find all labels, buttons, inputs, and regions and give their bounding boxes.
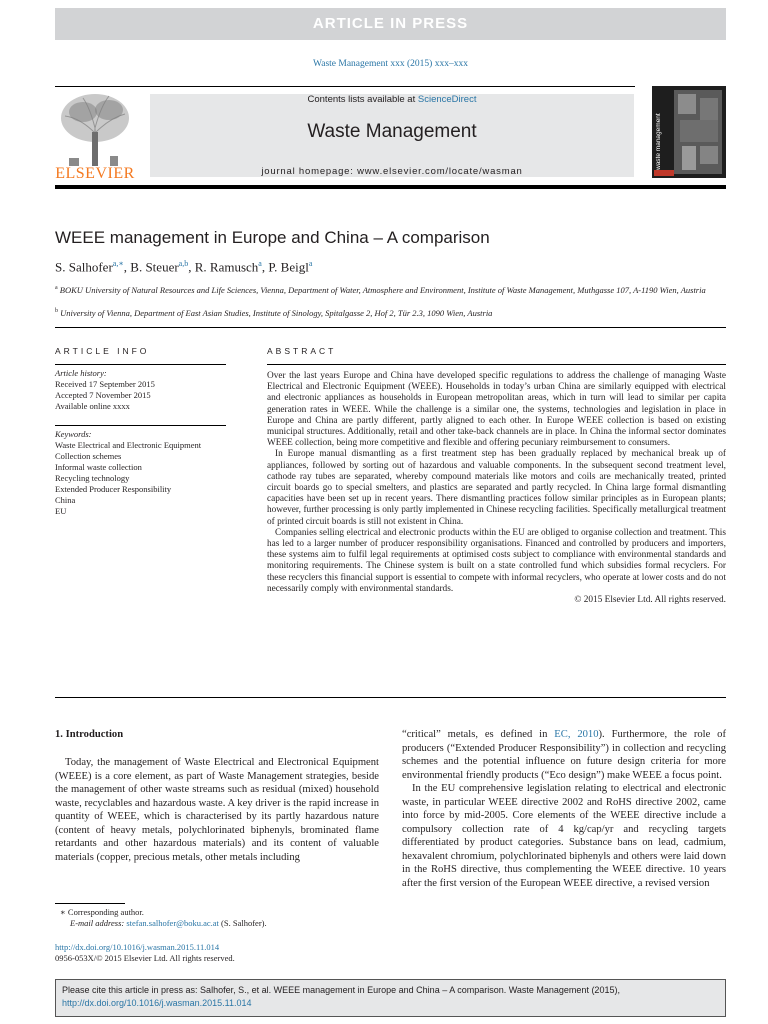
abstract-text: [267, 371, 726, 606]
body-paragraph: In the EU comprehensive legislation relating to electrical and electronic waste, in particular WEEE directive 2002 and RoHS directive 2002, came into force by mid-2005. Core elements of the WEEE directive include a compulsory collection rate of 4 kg/cap/yr and recycling targets differentiated by product categories. Substance bans on lead, cadmium, hexavalent chromium, polychlorinated biphenyls and others were laid down in the RoHS directive, thus complementing the WEEE directive. 10 years after the first version of the European WEEE directive, a revised version: [402, 783, 726, 889]
history-label: Article history:: [55, 368, 107, 378]
cite-text: Please cite this article in press as: Salhofer, S., et al. WEEE management in Europe and China – A comparison. Waste Management (2015),: [62, 985, 620, 995]
tree-icon: [55, 88, 135, 168]
body-right-column: [402, 728, 726, 890]
author-separator: ,: [123, 259, 131, 275]
abstract-copyright: © 2015 Elsevier Ltd. All rights reserved.: [574, 595, 726, 606]
affiliation-mark: a: [55, 285, 58, 291]
keyword: Collection schemes: [55, 451, 122, 461]
history-accepted: Accepted 7 November 2015: [55, 390, 151, 400]
email-label: E-mail address:: [70, 918, 125, 928]
elsevier-wordmark: ELSEVIER: [55, 165, 135, 182]
author-separator: ,: [188, 259, 195, 275]
author-name: S. Salhofer: [55, 259, 113, 275]
cover-art-icon: [652, 86, 726, 178]
keyword: Informal waste collection: [55, 462, 142, 472]
doi-link[interactable]: http://dx.doi.org/10.1016/j.wasman.2015.11.014: [55, 942, 220, 952]
contents-line: [150, 94, 634, 105]
cover-title: waste management: [655, 113, 662, 170]
keywords-label: Keywords:: [55, 429, 92, 439]
author-affiliation-mark[interactable]: a,b: [178, 259, 189, 268]
article-title: WEEE management in Europe and China – A comparison: [55, 228, 490, 247]
journal-citation-link[interactable]: Waste Management xxx (2015) xxx–xxx: [313, 59, 468, 69]
history-received: Received 17 September 2015: [55, 379, 155, 389]
keyword: EU: [55, 506, 67, 516]
author-separator: ,: [261, 259, 269, 275]
abstract-paragraph: Companies selling electrical and electronic products within the EU are obliged to organise collection and treatment. This has led to a larger number of producer responsibility organisations. Financed and controlled by producers and importers, these systems aim to fulfil legal requirements at optimised costs subject to compliance with environmental standards and monitoring requirements. The Chinese system is built on a state controlled fund which subsidies formal recyclers. For these recyclers this financial support is essential to compete with informal recyclers, who operate at lower costs and do not necessarily comply with environmental standards.: [267, 527, 726, 594]
body-left-column: [55, 756, 379, 864]
keyword: Extended Producer Responsibility: [55, 484, 172, 494]
cite-this-article-box: [55, 979, 726, 1017]
header-top-rule: [55, 86, 635, 87]
issn-copyright: 0956-053X/© 2015 Elsevier Ltd. All rights reserved.: [55, 953, 235, 963]
author-affiliation-mark[interactable]: a,∗: [112, 259, 124, 268]
author-affiliation-mark[interactable]: a: [258, 259, 262, 268]
abstract-bottom-rule: [55, 697, 726, 698]
article-info-heading: ARTICLE INFO: [55, 346, 150, 356]
affiliation-b: [55, 306, 735, 319]
header-bottom-rule: [55, 185, 726, 189]
paragraph-text: “critical” metals, es defined in: [402, 729, 555, 740]
abstract-paragraph: Over the last years Europe and China have developed specific regulations to address the challenge of managing Waste Electrical and Electronic Equipment (WEEE). Households in today’s urban China are similarly equipped with electrical and electronic appliances as households in European metropolitan areas, which in turn will lead to similar per capita generation rates in WEEE. While the challenge is a similar one, the systems, technologies and legislation in place in Europe and China are partly different, partly aligned to each other. In Europe WEEE collection is based on existing municipal structures. Additionally, retail and other take-back channels are in place. In China the informal sector dominates WEEE collection, being more competitive and flexible and offering pecuniary reimbursement to consumers.: [267, 371, 726, 449]
author-affiliation-mark[interactable]: a: [308, 259, 313, 268]
affiliation-mark: b: [55, 308, 58, 314]
reference-link[interactable]: EC, 2010: [554, 729, 599, 740]
keywords-rule: [55, 425, 226, 426]
cite-doi-link[interactable]: http://dx.doi.org/10.1016/j.wasman.2015.11.014: [62, 997, 252, 1008]
affiliation-a: [55, 283, 735, 296]
history-online: Available online xxxx: [55, 401, 130, 411]
affiliation-text: BOKU University of Natural Resources and Life Sciences, Vienna, Department of Water, Atmosphere and Environment, Institute of Waste Management, Muthgasse 107, A-1190 Wien, Austria: [59, 284, 706, 295]
info-top-rule: [55, 327, 726, 328]
author-name: P. Beigl: [268, 259, 309, 275]
author-name: R. Ramusch: [194, 259, 259, 275]
keyword: Waste Electrical and Electronic Equipment: [55, 440, 202, 450]
article-info-rule: [55, 364, 226, 365]
email-note: [70, 918, 267, 929]
footnote-rule: [55, 903, 125, 904]
journal-cover-image: [652, 86, 726, 178]
author-name: B. Steuer: [130, 259, 179, 275]
abstract-paragraph: In Europe manual dismantling as a first treatment step has been gradually replaced by mechanical break up of appliances, followed by sorting out of hazardous and valuable components. In the subsequent second treatment level, cathode ray tubes are separated, whereby compound materials like motors and coils are mechanically treated, printed circuit boards go to special smelters, and plastics are separated and partly recycled. In China large formal dismantling capacities have been set up in recent years. There dismantling practices follow similar principles as in European plants; however, further processing is only partly implemented in Chinese recycling facilities. Specifically metallurgical treatment of printed circuit boards is still not existent in China.: [267, 449, 726, 527]
email-suffix: (S. Salhofer).: [221, 918, 267, 928]
abstract-rule: [267, 364, 726, 365]
article-in-press-banner: ARTICLE IN PRESS: [55, 8, 726, 40]
article-history: [55, 368, 226, 412]
body-paragraph: Today, the management of Waste Electrical and Electronical Equipment (WEEE) is a core element, as part of Waste Management strategies, beside the management of other waste streams such as residual (mixed) household waste, recyclables and hazardous waste. A key driver is the rapid increase in quantity of WEEE, which is characterised by its partly hazardous nature (content of heavy metals, polychlorinated biphenyls, brominated flame retardants and other hazardous materials) and its content of valuable materials (copper, precious metals, other metals including: [55, 757, 379, 863]
abstract-heading: ABSTRACT: [267, 346, 337, 356]
journal-homepage[interactable]: journal homepage: www.elsevier.com/locate/wasman: [261, 166, 523, 177]
journal-title: Waste Management: [307, 121, 477, 142]
paragraph-text: ). Furthermore, the role of producers (“Extended Producer Responsibility”) in collection and recycling schemes and the potential influence on future design criteria for more environmental friendly products (“Eco design”) make WEEE a focus point.: [402, 729, 727, 781]
sciencedirect-link[interactable]: ScienceDirect: [417, 94, 477, 105]
contents-prefix: Contents lists available at: [307, 94, 416, 105]
email-link[interactable]: stefan.salhofer@boku.ac.at: [126, 918, 219, 928]
keyword: Recycling technology: [55, 473, 130, 483]
section-heading: 1. Introduction: [55, 729, 124, 740]
affiliation-text: University of Vienna, Department of East Asian Studies, Institute of Sinology, Spitalgasse 2, Hof 2, Tür 2.3, 1090 Wien, Austria: [60, 307, 493, 318]
keyword: China: [55, 495, 76, 505]
corresponding-author-note: ∗ Corresponding author.: [60, 907, 144, 917]
body-paragraph: [402, 728, 726, 782]
keywords-block: [55, 429, 226, 517]
author-list: [55, 259, 312, 275]
